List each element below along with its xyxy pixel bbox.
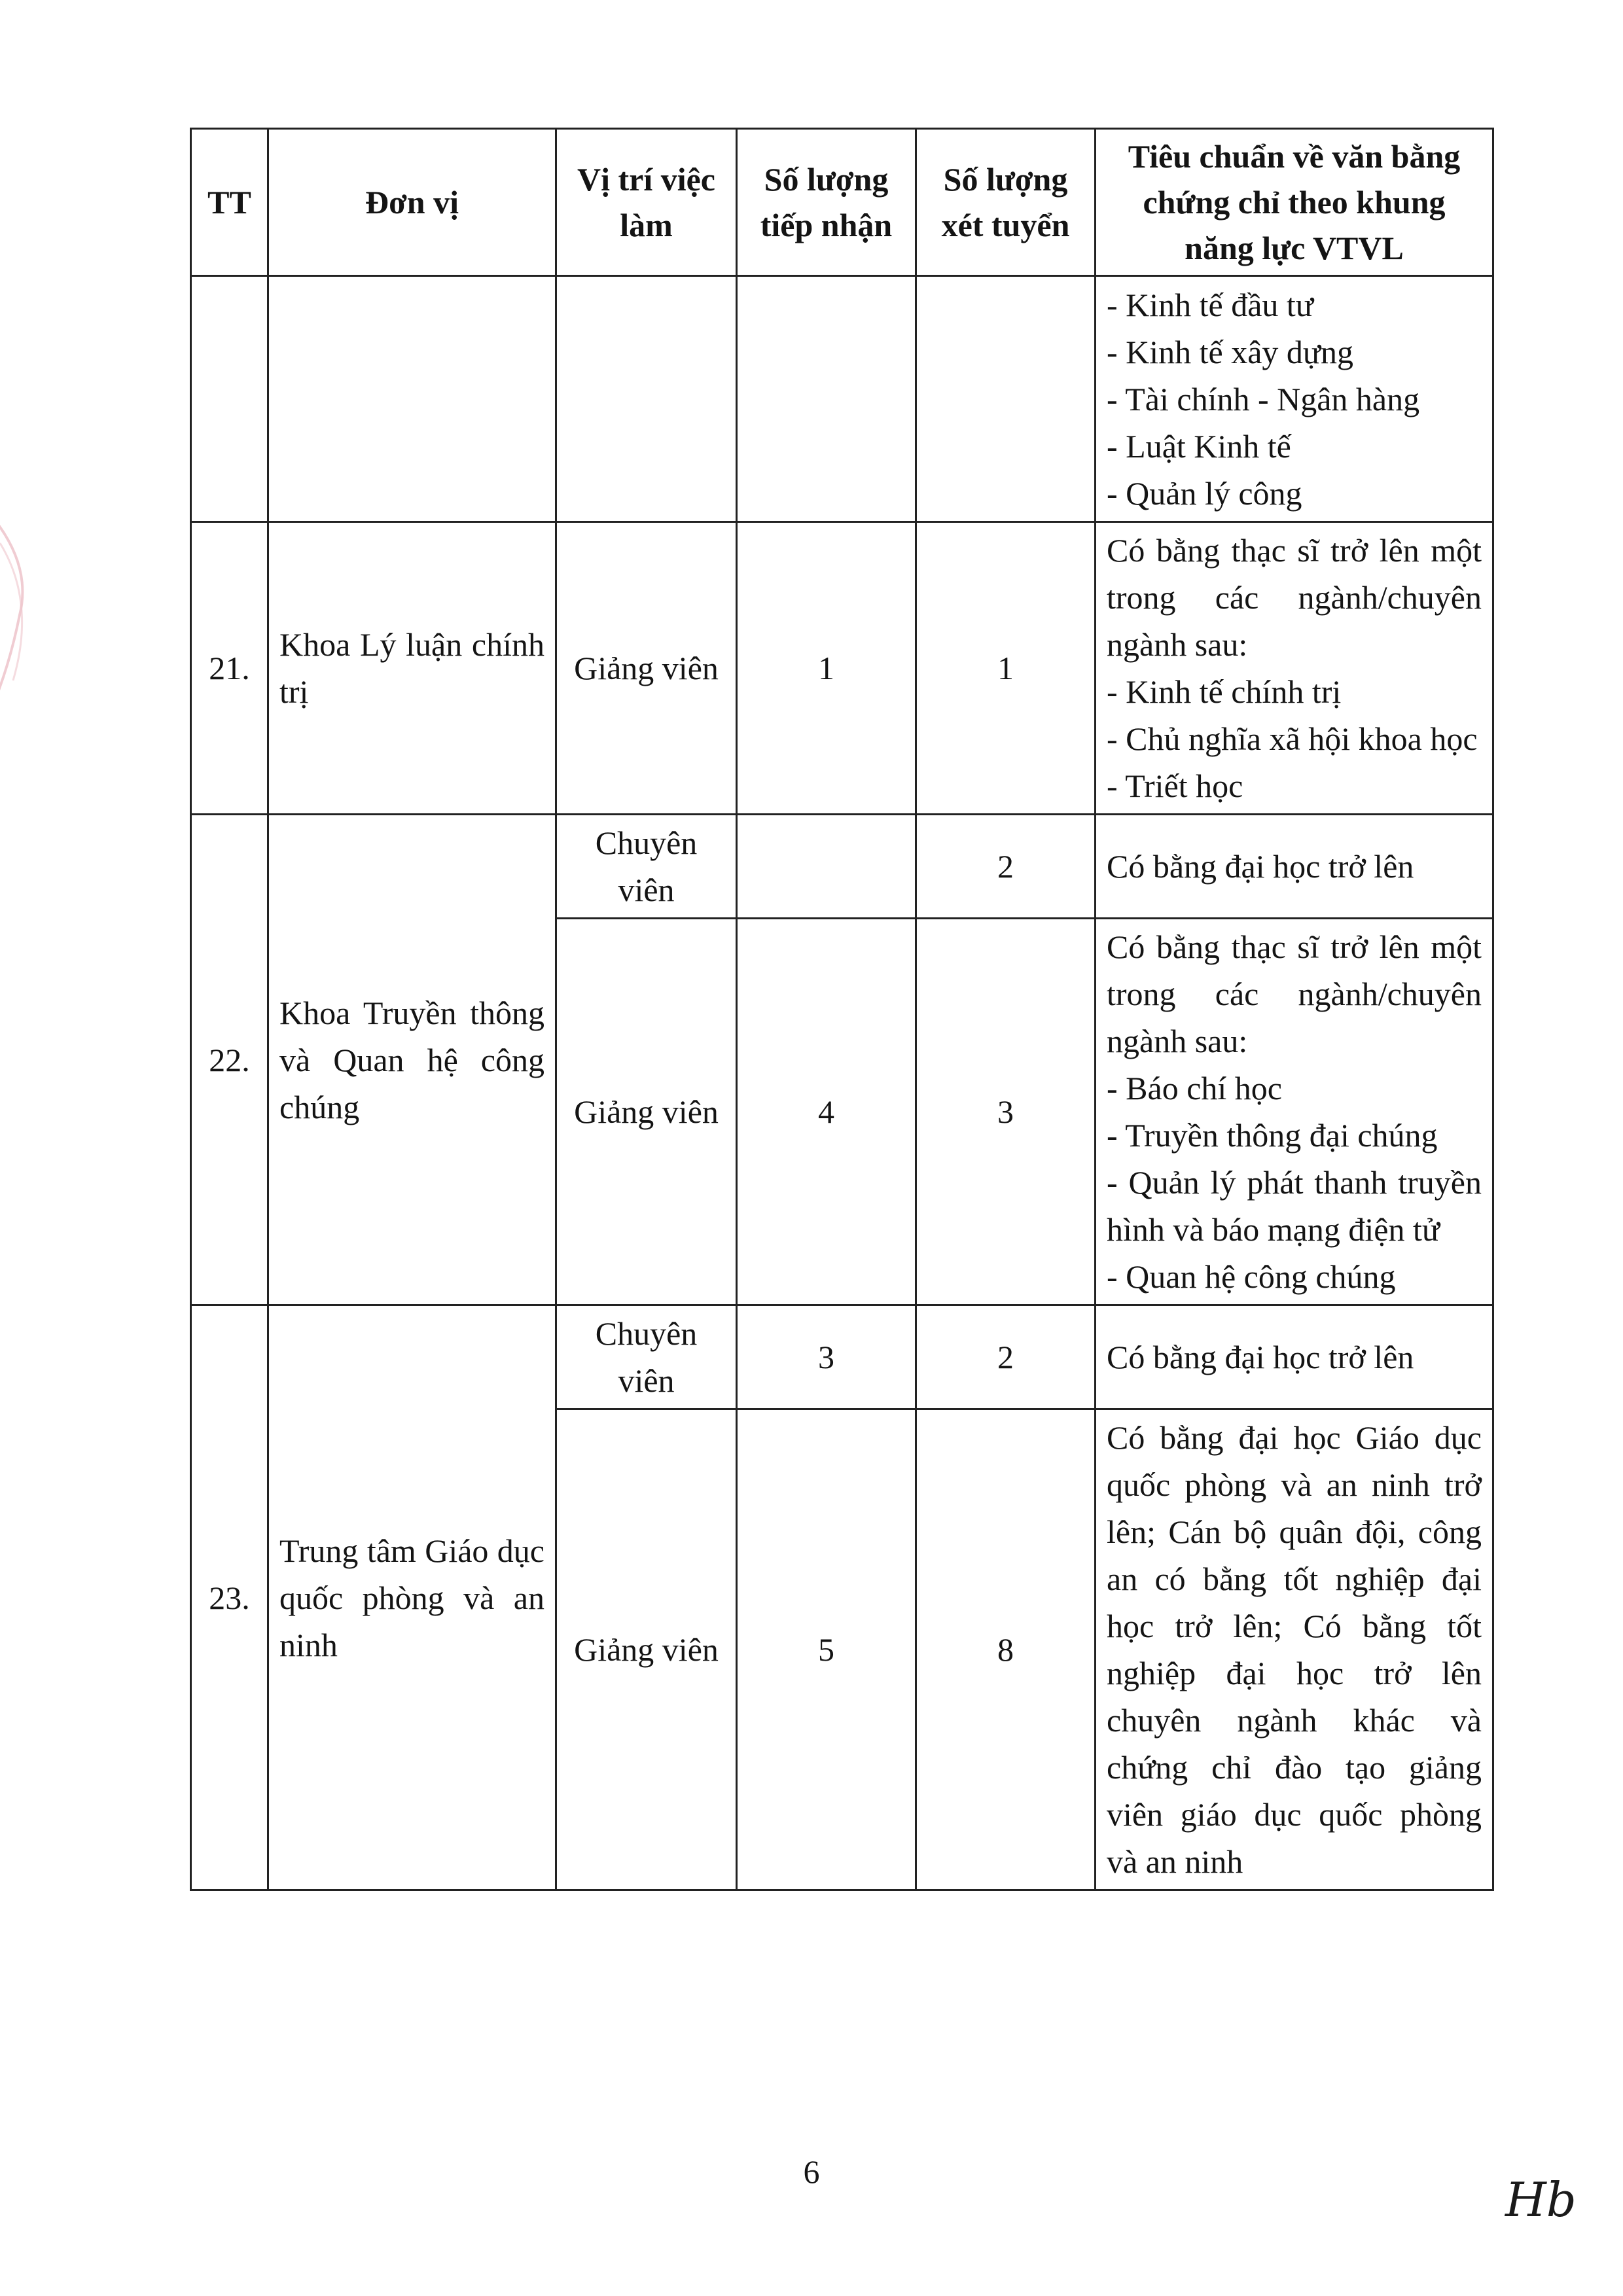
- handwritten-initials: Hb: [1505, 2172, 1577, 2227]
- criteria-line: - Chủ nghĩa xã hội khoa học: [1107, 720, 1478, 757]
- cell-unit: Khoa Lý luận chính trị: [268, 522, 556, 815]
- cell-position: Giảng viên: [556, 919, 737, 1305]
- criteria-line: - Kinh tế đầu tư: [1107, 286, 1313, 323]
- criteria-line: Có bằng thạc sĩ trở lên một trong các ngành/chuyên ngành sau:: [1107, 532, 1482, 663]
- table-row-continuation: [191, 276, 1493, 522]
- cell-tt: 23.: [191, 1305, 268, 1890]
- criteria-line: Có bằng thạc sĩ trở lên một trong các ngành/chuyên ngành sau:: [1107, 928, 1482, 1059]
- cell-criteria: [1096, 276, 1493, 522]
- header-criteria: Tiêu chuẩn về văn bằng chứng chỉ theo khung năng lực VTVL: [1096, 129, 1493, 276]
- cell-received: 3: [737, 1305, 916, 1409]
- cell-empty: [916, 276, 1096, 522]
- cell-recruited: 1: [916, 522, 1096, 815]
- recruitment-table: [190, 128, 1494, 1891]
- criteria-line: - Kinh tế chính trị: [1107, 673, 1342, 710]
- cell-recruited: 2: [916, 1305, 1096, 1409]
- header-tt: TT: [191, 129, 268, 276]
- header-unit: Đơn vị: [268, 129, 556, 276]
- criteria-line: - Kinh tế xây dựng: [1107, 333, 1354, 370]
- cell-position: Chuyên viên: [556, 815, 737, 919]
- table-row-23a: [191, 1305, 1493, 1409]
- cell-criteria: Có bằng đại học Giáo dục quốc phòng và an ninh trở lên; Cán bộ quân đội, công an có bằng tốt nghiệp đại học trở lên; Có bằng tốt nghiệp đại học trở lên chuyên ngành khác và chứng chỉ đào tạo giảng viên giáo dục quốc phòng và an ninh: [1096, 1409, 1493, 1890]
- header-position: Vị trí việc làm: [556, 129, 737, 276]
- cell-recruited: 2: [916, 815, 1096, 919]
- cell-position: Giảng viên: [556, 1409, 737, 1890]
- table-header-row: [191, 129, 1493, 276]
- cell-received: 1: [737, 522, 916, 815]
- cell-criteria: Có bằng đại học trở lên: [1096, 815, 1493, 919]
- cell-empty: [737, 276, 916, 522]
- page-number: 6: [803, 2153, 820, 2190]
- criteria-line: - Luật Kinh tế: [1107, 427, 1291, 465]
- cell-recruited: 3: [916, 919, 1096, 1305]
- cell-received: [737, 815, 916, 919]
- cell-criteria: [1096, 522, 1493, 815]
- cell-empty: [268, 276, 556, 522]
- cell-received: 5: [737, 1409, 916, 1890]
- criteria-line: - Quản lý công: [1107, 474, 1302, 512]
- cell-empty: [191, 276, 268, 522]
- cell-position: Giảng viên: [556, 522, 737, 815]
- cell-criteria: Có bằng đại học trở lên: [1096, 1305, 1493, 1409]
- table-row-21: [191, 522, 1493, 815]
- cell-tt: 22.: [191, 815, 268, 1305]
- header-received: Số lượng tiếp nhận: [737, 129, 916, 276]
- criteria-line: - Quan hệ công chúng: [1107, 1258, 1396, 1295]
- criteria-line: - Triết học: [1107, 768, 1243, 804]
- header-recruited: Số lượng xét tuyển: [916, 129, 1096, 276]
- cell-received: 4: [737, 919, 916, 1305]
- cell-position: Chuyên viên: [556, 1305, 737, 1409]
- red-stamp-fragment: [0, 484, 52, 759]
- cell-tt: 21.: [191, 522, 268, 815]
- cell-unit: Khoa Truyền thông và Quan hệ công chúng: [268, 815, 556, 1305]
- criteria-line: - Truyền thông đại chúng: [1107, 1117, 1438, 1154]
- criteria-line: - Quản lý phát thanh truyền hình và báo mạng điện tử: [1107, 1164, 1482, 1248]
- criteria-line: - Tài chính - Ngân hàng: [1107, 380, 1420, 417]
- table-row-22a: [191, 815, 1493, 919]
- cell-criteria: [1096, 919, 1493, 1305]
- cell-recruited: 8: [916, 1409, 1096, 1890]
- cell-unit: Trung tâm Giáo dục quốc phòng và an ninh: [268, 1305, 556, 1890]
- cell-empty: [556, 276, 737, 522]
- criteria-line: - Báo chí học: [1107, 1070, 1282, 1106]
